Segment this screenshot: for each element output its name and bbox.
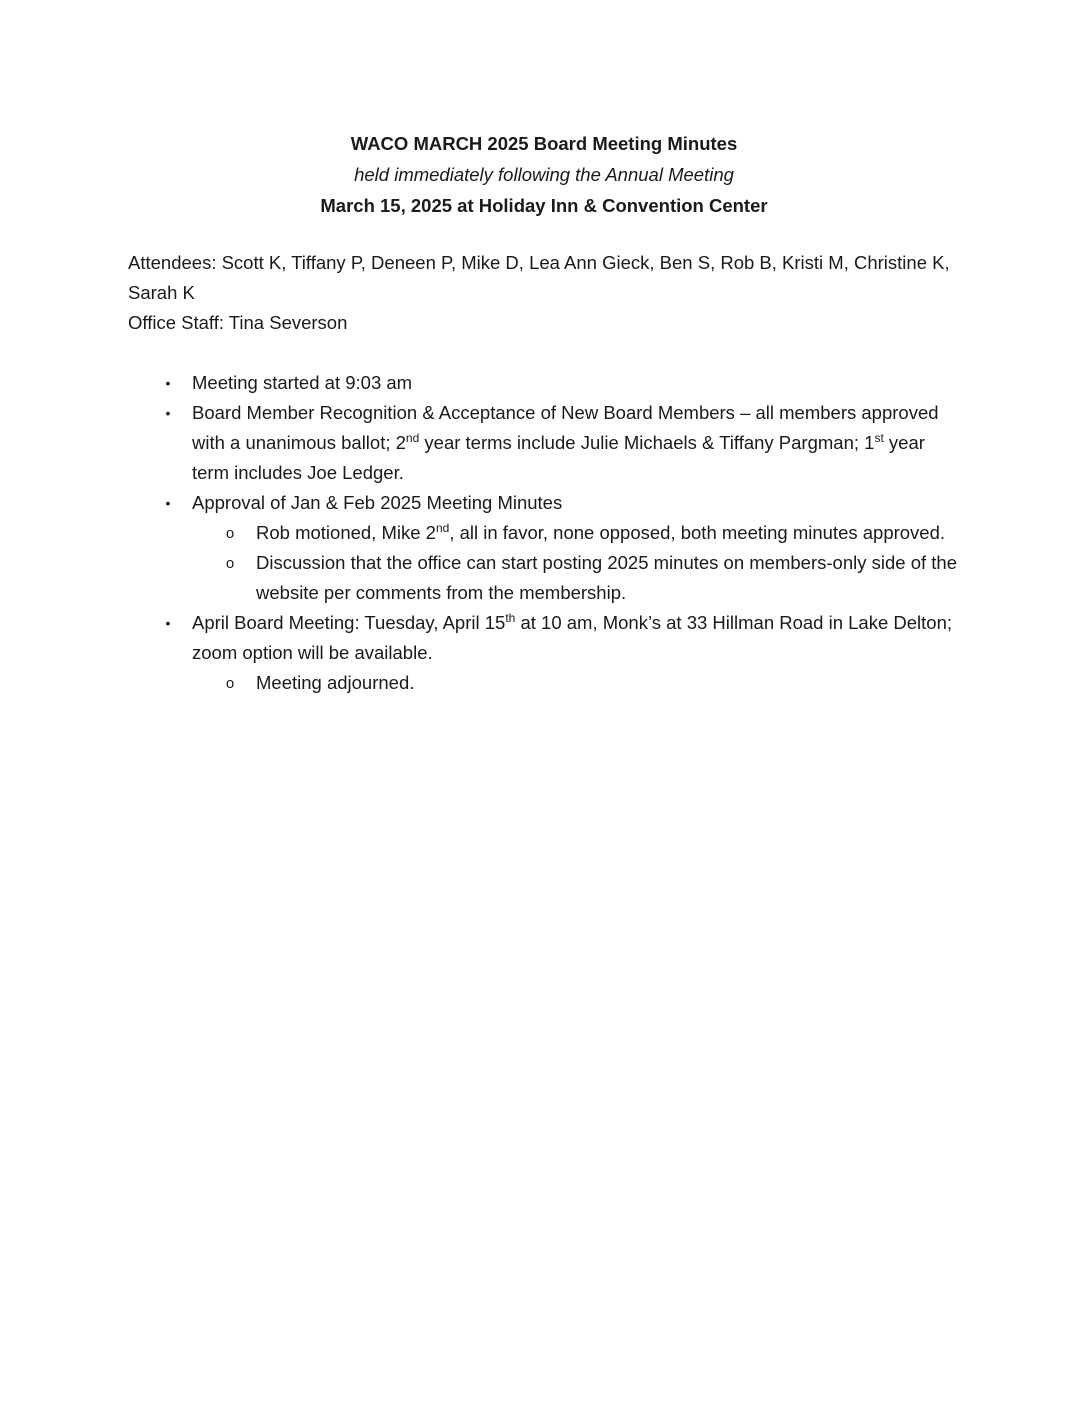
document-title: WACO MARCH 2025 Board Meeting Minutes bbox=[350, 133, 738, 154]
list-item bbox=[128, 368, 958, 398]
bullet-icon: • bbox=[165, 375, 171, 391]
april-sublist bbox=[192, 668, 958, 698]
bullet-icon: • bbox=[165, 495, 171, 511]
circle-bullet-icon: o bbox=[225, 525, 235, 542]
meeting-start-text: Meeting started at 9:03 am bbox=[192, 372, 413, 393]
motion-text: Rob motioned, Mike 2nd, all in favor, none opposed, both meeting minutes approved. bbox=[256, 521, 946, 543]
minutes-list bbox=[128, 368, 958, 698]
list-item bbox=[192, 668, 958, 698]
list-item bbox=[192, 518, 958, 548]
list-item bbox=[192, 548, 958, 608]
bullet-icon: • bbox=[165, 405, 171, 421]
bullet-icon: • bbox=[165, 615, 171, 631]
april-meeting-text: April Board Meeting: Tuesday, April 15th at 10 am, Monk’s at 33 Hillman Road in Lake Delton; zoom option will be available. bbox=[192, 611, 953, 663]
list-item bbox=[128, 488, 958, 608]
list-item bbox=[128, 398, 958, 488]
discussion-text: Discussion that the office can start posting 2025 minutes on members-only side of the website per comments from the membership. bbox=[256, 552, 957, 603]
meeting-date-location: March 15, 2025 at Holiday Inn & Convention Center bbox=[320, 195, 768, 216]
document-header bbox=[0, 128, 1088, 221]
list-item bbox=[128, 608, 958, 698]
document-subtitle: held immediately following the Annual Meeting bbox=[354, 164, 734, 185]
approval-text: Approval of Jan & Feb 2025 Meeting Minutes bbox=[192, 492, 563, 513]
approval-sublist bbox=[192, 518, 958, 608]
attendees-line: Attendees: Scott K, Tiffany P, Deneen P, Mike D, Lea Ann Gieck, Ben S, Rob B, Kristi M, Christine K, Sarah K bbox=[128, 252, 950, 303]
office-staff-line: Office Staff: Tina Severson bbox=[128, 312, 348, 333]
document-body bbox=[128, 248, 958, 698]
board-recognition-text: Board Member Recognition & Acceptance of New Board Members – all members approved with a unanimous ballot; 2nd year terms include Julie Michaels & Tiffany Pargman; 1st year term includes Joe Ledger. bbox=[192, 402, 939, 483]
circle-bullet-icon: o bbox=[225, 555, 235, 572]
adjourned-text: Meeting adjourned. bbox=[256, 672, 415, 693]
circle-bullet-icon: o bbox=[225, 675, 235, 692]
